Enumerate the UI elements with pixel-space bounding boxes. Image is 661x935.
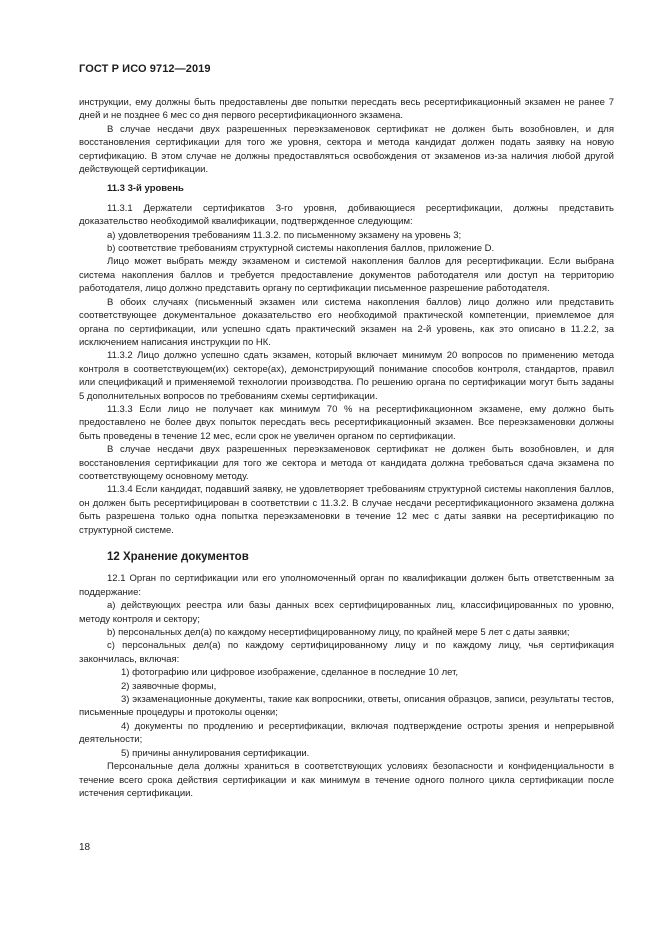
paragraph: Лицо может выбрать между экзаменом и системой накопления баллов для ресертификации. Если выбрана система накопления баллов и требуется предоставление документов работодателя или доступ на территорию работодателя, лицо должно представить органу по сертификации письменное разрешение работодателя. [79, 256, 614, 295]
list-item: b) персональных дел(a) по каждому несертифицированному лицу, по крайней мере 5 лет с даты заявки; [107, 627, 570, 639]
sub-list-item: 2) заявочные формы, [121, 680, 217, 692]
page-number: 18 [79, 842, 91, 853]
document-body [79, 96, 614, 800]
paragraph: 12.1 Орган по сертификации или его уполномоченный орган по квалификации должен быть ответственным за поддержание: [79, 573, 614, 598]
section-heading-12: 12 Хранение документов [107, 551, 249, 563]
paragraph: Персональные дела должны храниться в соответствующих условиях безопасности и конфиденциальности в течение всего срока действия сертификации и как минимум в течение одного полного цикла сертификации после истечения сертификации. [79, 761, 614, 799]
list-item: c) персональных дел(a) по каждому сертифицированному лицу и по каждому лицу, чья сертификация закончилась, включая: [79, 640, 614, 665]
sub-list-item: 5) причины аннулирования сертификации. [121, 747, 310, 759]
paragraph: В случае несдачи двух разрешенных переэкзаменовок сертификат не должен быть возобновлен, и для восстановления сертификации для того же сектора и метода от кандидата должна требоваться сдача экзамена по соответствующему основному методу. [79, 444, 614, 482]
document-header: ГОСТ Р ИСО 9712—2019 [79, 63, 211, 75]
list-item: a) действующих реестра или базы данных всех сертифицированных лиц, классифицированных по уровню, методу контроля и сектору; [79, 600, 614, 625]
paragraph: 11.3.3 Если лицо не получает как минимум 70 % на ресертификационном экзамене, ему должно быть предоставлено не более двух попыток пересдать весь ресертификационный экзамен. Все переэкзаменовки должны быть проведены в течение 12 мес, если срок не увеличен органом по сертификации. [79, 403, 614, 442]
paragraph: В обоих случаях (письменный экзамен или система накопления баллов) лицо должно или представить соответствующее документальное доказательство его необходимой практической компетенции, приемлемое для органа по сертификации, или успешно сдать практический экзамен на 2-й уровень, как это описано в 11.2.2, за исключением написания инструкции по НК. [79, 296, 614, 348]
paragraph: 11.3.2 Лицо должно успешно сдать экзамен, который включает минимум 20 вопросов по применению метода контроля в соответствующем(их) секторе(ах), демонстрирующий понимание способов контроля, стандартов, правил или спецификаций и применяемой технологии производства. По решению органа по сертификации могут быть заданы 5 дополнительных вопросов по требованиям схемы сертификации. [79, 350, 614, 402]
sub-list-item: 3) экзаменационные документы, такие как вопросники, ответы, описания образцов, записи, результаты тестов, письменные процедуры и протоколы оценки; [79, 694, 614, 719]
list-item: b) соответствие требованиям структурной системы накопления баллов, приложение D. [107, 243, 495, 255]
sub-list-item: 1) фотографию или цифровое изображение, сделанное в последние 10 лет, [121, 667, 459, 679]
paragraph: 11.3.1 Держатели сертификатов 3-го уровня, добивающиеся ресертификации, должны представить доказательство необходимой квалификации, подтвержденное следующим: [79, 202, 614, 228]
list-item: a) удовлетворения требованиям 11.3.2. по письменному экзамену на уровень 3; [107, 229, 462, 241]
paragraph: В случае несдачи двух разрешенных переэкзаменовок сертификат не должен быть возобновлен, и для восстановления сертификации для того же уровня, сектора и метода кандидат должен подать заявку на новую сертификацию. В этом случае не должны предоставляться освобождения от экзаменов из-за наличия любой другой действующей сертификации. [79, 123, 614, 176]
paragraph: 11.3.4 Если кандидат, подавший заявку, не удовлетворяет требованиям структурной системы накопления баллов, он должен быть ресертифицирован в соответствии с 11.3.2. В случае несдачи ресертификационного экзамена должна быть разрешена только одна попытка переэкзаменовки в течение 12 мес с даты заявки на ресертификацию по структурной системе. [79, 484, 614, 536]
sub-list-item: 4) документы по продлению и ресертификации, включая подтверждение остроты зрения и непрерывной деятельности; [79, 720, 614, 746]
section-heading-11-3: 11.3 3-й уровень [107, 183, 184, 195]
paragraph: инструкции, ему должны быть предоставлены две попытки пересдать весь ресертификационный экзамен не ранее 7 дней и не позднее 6 мес со дня первого ресертификационного экзамена. [79, 97, 614, 122]
